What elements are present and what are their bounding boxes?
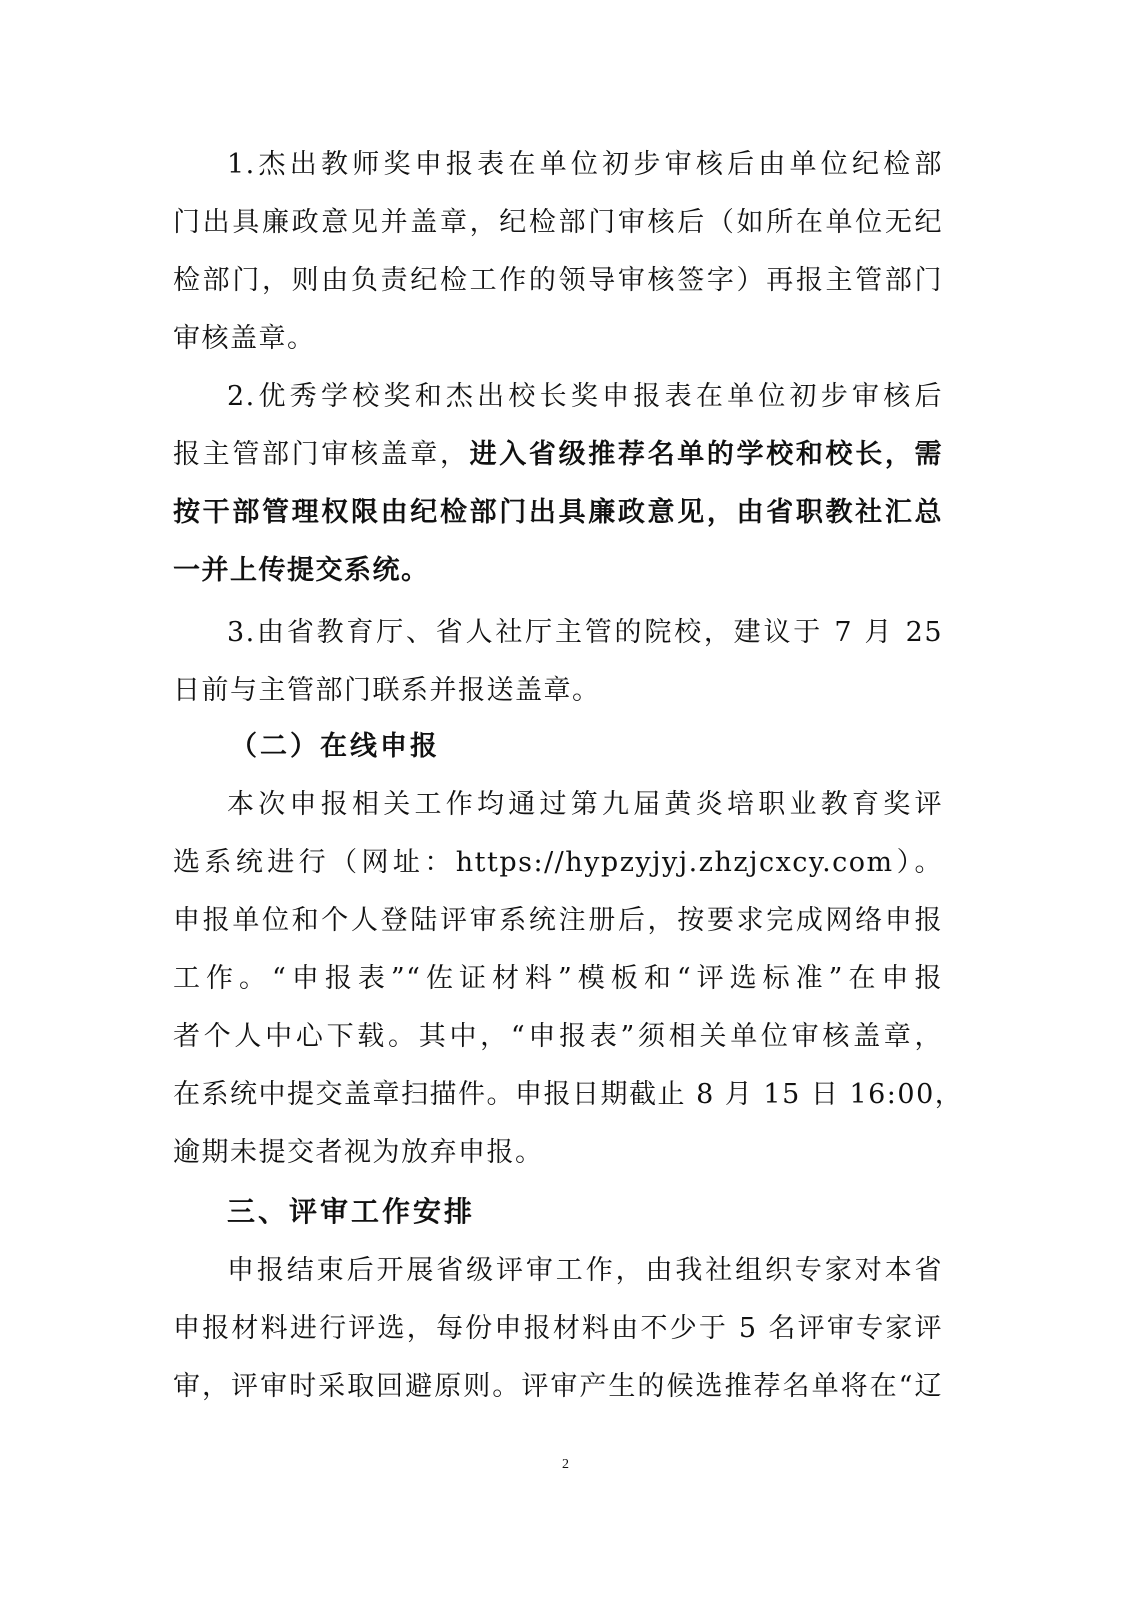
page-number: 2 (562, 1457, 569, 1472)
paragraph-2-line-4: 一并上传提交系统。 (173, 555, 430, 586)
paragraph-2-line-1: 2.优秀学校奖和杰出校长奖申报表在单位初步审核后 (227, 381, 943, 412)
paragraph-2-line-2-normal: 报主管部门审核盖章， (173, 439, 470, 470)
paragraph-2-line-3: 按干部管理权限由纪检部门出具廉政意见，由省职教社汇总 (173, 497, 943, 528)
paragraph-5-line-1: 申报结束后开展省级评审工作，由我社组织专家对本省 (227, 1255, 943, 1286)
paragraph-1-line-4: 审核盖章。 (173, 323, 316, 354)
paragraph-2-line-2 (173, 426, 943, 484)
paragraph-4-line-5: 者个人中心下载。其中，“申报表”须相关单位审核盖章， (173, 1021, 943, 1052)
paragraph-5-line-2: 申报材料进行评选，每份申报材料由不少于 5 名评审专家评 (173, 1313, 943, 1344)
paragraph-1-line-2: 门出具廉政意见并盖章，纪检部门审核后（如所在单位无纪 (173, 207, 943, 238)
paragraph-4-line-1: 本次申报相关工作均通过第九届黄炎培职业教育奖评 (227, 789, 943, 820)
paragraph-4-line-6: 在系统中提交盖章扫描件。申报日期截止 8 月 15 日 16:00， (173, 1079, 964, 1110)
paragraph-1-line-1: 1.杰出教师奖申报表在单位初步审核后由单位纪检部 (227, 149, 943, 180)
paragraph-4-line-7: 逾期未提交者视为放弃申报。 (173, 1137, 544, 1168)
paragraph-4-line-3: 申报单位和个人登陆评审系统注册后，按要求完成网络申报 (173, 905, 943, 936)
paragraph-1-line-3: 检部门，则由负责纪检工作的领导审核签字）再报主管部门 (173, 265, 943, 296)
paragraph-4-line-4: 工作。“申报表”“佐证材料”模板和“评选标准”在申报 (173, 963, 943, 994)
section-heading-review-arrangement: 三、评审工作安排 (227, 1195, 476, 1228)
paragraph-5-line-3: 审，评审时采取回避原则。评审产生的候选推荐名单将在“辽 (173, 1371, 943, 1402)
paragraph-2-line-2-bold: 进入省级推荐名单的学校和校长，需 (469, 439, 944, 470)
paragraph-4-line-2: 选系统进行（网址：https://hypzyjyj.zhzjcxcy.com）。 (173, 847, 943, 878)
paragraph-3-line-2: 日前与主管部门联系并报送盖章。 (173, 675, 601, 706)
subheading-online-application: （二）在线申报 (230, 731, 440, 762)
paragraph-3-line-1: 3.由省教育厅、省人社厅主管的院校，建议于 7 月 25 (227, 617, 943, 648)
